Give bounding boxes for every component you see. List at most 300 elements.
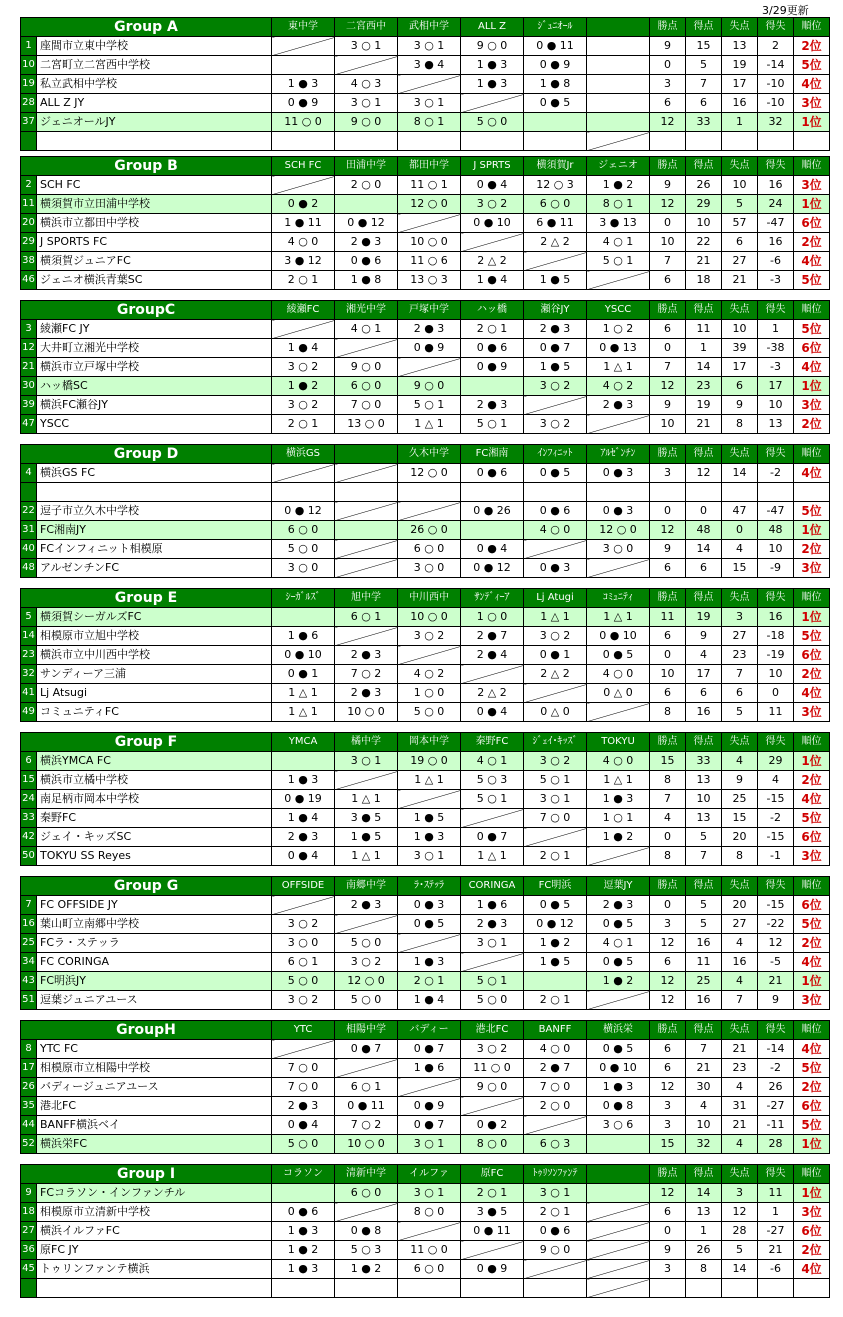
- team-stat: 39: [722, 339, 758, 358]
- team-rank: 6位: [794, 828, 830, 847]
- match-result: 3 ○ 2: [524, 415, 587, 434]
- opponent-column-header: 田浦中学: [335, 157, 398, 176]
- match-result: 5 ○ 1: [398, 396, 461, 415]
- match-result: 2 ● 7: [524, 1059, 587, 1078]
- match-result: 6 ○ 1: [272, 953, 335, 972]
- match-result: 0 ● 5: [398, 915, 461, 934]
- team-row: [21, 75, 830, 94]
- team-stat: 5: [722, 1241, 758, 1260]
- team-stat: 14: [686, 358, 722, 377]
- team-stat: 47: [722, 502, 758, 521]
- team-stat: 4: [722, 934, 758, 953]
- match-result: [587, 37, 650, 56]
- team-stat: 17: [758, 377, 794, 396]
- match-result: [272, 132, 335, 151]
- team-name: 二宮町立二宮西中学校: [37, 56, 272, 75]
- team-stat: 16: [722, 953, 758, 972]
- match-result: 13 ○ 0: [335, 415, 398, 434]
- match-result: [524, 113, 587, 132]
- group-table: [20, 588, 830, 722]
- team-row: [21, 252, 830, 271]
- opponent-column-header: ｼｰｶﾞﾙｽﾞ: [272, 589, 335, 608]
- team-stat: 3: [650, 75, 686, 94]
- team-name: 横浜GS FC: [37, 464, 272, 483]
- opponent-column-header: 橘中学: [335, 733, 398, 752]
- team-row: [21, 559, 830, 578]
- match-result: [587, 415, 650, 434]
- group-name: Group A: [21, 18, 272, 37]
- group-table: [20, 17, 830, 151]
- team-stat: 12: [650, 1184, 686, 1203]
- team-number: 2: [21, 176, 37, 195]
- opponent-column-header: 都田中学: [398, 157, 461, 176]
- team-stat: -15: [758, 896, 794, 915]
- team-name: 横浜市立中川西中学校: [37, 646, 272, 665]
- match-result: 2 ● 3: [398, 320, 461, 339]
- match-result: 6 ○ 0: [272, 521, 335, 540]
- match-result: 0 ● 1: [272, 665, 335, 684]
- team-name: 横浜イルファFC: [37, 1222, 272, 1241]
- match-result: 1 ● 2: [272, 1241, 335, 1260]
- match-result: 0 ● 4: [272, 847, 335, 866]
- group-name: Group F: [21, 733, 272, 752]
- team-stat: -27: [758, 1097, 794, 1116]
- match-result: [524, 252, 587, 271]
- match-result: 0 ● 6: [461, 339, 524, 358]
- team-rank: 4位: [794, 953, 830, 972]
- team-stat: 6: [650, 627, 686, 646]
- match-result: 3 ○ 2: [524, 627, 587, 646]
- team-number: 10: [21, 56, 37, 75]
- team-stat: 10: [650, 233, 686, 252]
- match-result: 5 ○ 0: [335, 934, 398, 953]
- match-result: 0 ● 10: [461, 214, 524, 233]
- team-stat: -9: [758, 559, 794, 578]
- team-stat: 11: [686, 320, 722, 339]
- team-stat: 7: [650, 358, 686, 377]
- team-stat: 8: [650, 847, 686, 866]
- team-rank: 5位: [794, 271, 830, 290]
- match-result: 9 ○ 0: [335, 358, 398, 377]
- opponent-column-header: ALL Z: [461, 18, 524, 37]
- team-number: 47: [21, 415, 37, 434]
- team-stat: 15: [650, 1135, 686, 1154]
- team-rank: 3位: [794, 703, 830, 722]
- match-result: 0 ● 5: [524, 896, 587, 915]
- match-result: 0 ● 7: [398, 1040, 461, 1059]
- match-result: 3 ○ 2: [272, 991, 335, 1010]
- match-result: [335, 1203, 398, 1222]
- team-name: 相模原市立相陽中学校: [37, 1059, 272, 1078]
- team-row: [21, 991, 830, 1010]
- team-stat: 17: [686, 665, 722, 684]
- opponent-column-header: バディー: [398, 1021, 461, 1040]
- opponent-column-header: 瀬谷JY: [524, 301, 587, 320]
- match-result: [587, 1241, 650, 1260]
- team-stat: 27: [722, 627, 758, 646]
- team-row: [21, 396, 830, 415]
- team-name: 大井町立湘光中学校: [37, 339, 272, 358]
- match-result: 3 ○ 1: [398, 1135, 461, 1154]
- match-result: 1 △ 1: [524, 608, 587, 627]
- team-stat: 6: [650, 953, 686, 972]
- match-result: [587, 132, 650, 151]
- match-result: [398, 1279, 461, 1298]
- team-row: [21, 195, 830, 214]
- team-stat: 8: [722, 847, 758, 866]
- team-stat: 33: [686, 752, 722, 771]
- match-result: 1 ○ 1: [587, 809, 650, 828]
- team-stat: 4: [650, 809, 686, 828]
- team-row: [21, 896, 830, 915]
- team-stat: 16: [686, 934, 722, 953]
- team-rank: 1位: [794, 972, 830, 991]
- match-result: 3 ○ 1: [398, 94, 461, 113]
- team-stat: [758, 483, 794, 502]
- match-result: [335, 132, 398, 151]
- team-rank: 4位: [794, 1040, 830, 1059]
- match-result: [398, 646, 461, 665]
- stat-column-header: 順位: [794, 1021, 830, 1040]
- team-rank: 2位: [794, 665, 830, 684]
- opponent-column-header: コラソン: [272, 1165, 335, 1184]
- team-number: 28: [21, 94, 37, 113]
- team-stat: 12: [686, 464, 722, 483]
- team-stat: -19: [758, 646, 794, 665]
- team-stat: 11: [650, 608, 686, 627]
- match-result: [272, 56, 335, 75]
- team-stat: 4: [686, 1097, 722, 1116]
- team-name: FC明浜JY: [37, 972, 272, 991]
- match-result: [587, 1222, 650, 1241]
- match-result: 2 ○ 1: [272, 415, 335, 434]
- team-rank: 3位: [794, 176, 830, 195]
- match-result: 5 ○ 3: [461, 771, 524, 790]
- match-result: 5 ○ 1: [461, 972, 524, 991]
- team-rank: [794, 132, 830, 151]
- team-stat: 5: [686, 828, 722, 847]
- team-name: Lj Atsugi: [37, 684, 272, 703]
- match-result: [398, 483, 461, 502]
- team-row: [21, 94, 830, 113]
- team-row: [21, 1040, 830, 1059]
- match-result: 0 ● 5: [587, 915, 650, 934]
- team-rank: 2位: [794, 1078, 830, 1097]
- stat-column-header: 得点: [686, 877, 722, 896]
- team-stat: 1: [758, 320, 794, 339]
- match-result: 10 ○ 0: [398, 608, 461, 627]
- team-stat: -1: [758, 847, 794, 866]
- match-result: 1 ● 3: [272, 1222, 335, 1241]
- match-result: [398, 75, 461, 94]
- team-row: [21, 828, 830, 847]
- team-rank: 2位: [794, 934, 830, 953]
- opponent-column-header: 逗葉JY: [587, 877, 650, 896]
- team-number: 41: [21, 684, 37, 703]
- match-result: 0 ● 12: [272, 502, 335, 521]
- team-number: 16: [21, 915, 37, 934]
- match-result: [587, 56, 650, 75]
- team-stat: 1: [686, 1222, 722, 1241]
- group-name: Group D: [21, 445, 272, 464]
- match-result: [272, 1279, 335, 1298]
- match-result: 26 ○ 0: [398, 521, 461, 540]
- team-number: 50: [21, 847, 37, 866]
- team-name: ジェニオ横浜青葉SC: [37, 271, 272, 290]
- team-stat: 15: [686, 37, 722, 56]
- team-stat: 27: [722, 252, 758, 271]
- team-stat: 13: [686, 771, 722, 790]
- team-stat: 7: [686, 1040, 722, 1059]
- team-rank: 1位: [794, 195, 830, 214]
- match-result: 0 ● 9: [398, 339, 461, 358]
- match-result: 4 ○ 2: [398, 665, 461, 684]
- team-name: 逗子市立久木中学校: [37, 502, 272, 521]
- match-result: [461, 1279, 524, 1298]
- opponent-column-header: CORINGA: [461, 877, 524, 896]
- opponent-column-header: TOKYU: [587, 733, 650, 752]
- team-number: [21, 483, 37, 502]
- match-result: 2 △ 2: [524, 665, 587, 684]
- match-result: 0 ● 9: [524, 56, 587, 75]
- opponent-column-header: 横須賀Jr: [524, 157, 587, 176]
- stat-column-header: 得点: [686, 157, 722, 176]
- team-stat: 33: [686, 113, 722, 132]
- team-stat: 9: [758, 991, 794, 1010]
- match-result: 3 ● 4: [398, 56, 461, 75]
- team-stat: 12: [650, 113, 686, 132]
- team-row: [21, 1135, 830, 1154]
- team-stat: -47: [758, 502, 794, 521]
- group-table: [20, 300, 830, 434]
- match-result: [335, 559, 398, 578]
- match-result: 12 ○ 0: [335, 972, 398, 991]
- team-name: 原FC JY: [37, 1241, 272, 1260]
- match-result: 3 ○ 1: [335, 94, 398, 113]
- team-stat: 13: [686, 809, 722, 828]
- group-name: GroupH: [21, 1021, 272, 1040]
- team-stat: 12: [650, 934, 686, 953]
- team-number: [21, 1279, 37, 1298]
- match-result: 0 ● 2: [272, 195, 335, 214]
- match-result: 1 ● 3: [398, 953, 461, 972]
- opponent-column-header: ｼﾞｭﾆｵｰﾙ: [524, 18, 587, 37]
- match-result: [587, 847, 650, 866]
- team-name: 葉山町立南郷中学校: [37, 915, 272, 934]
- team-number: 11: [21, 195, 37, 214]
- match-result: 2 △ 2: [524, 233, 587, 252]
- match-result: 2 ○ 1: [524, 991, 587, 1010]
- match-result: 1 ● 5: [524, 953, 587, 972]
- team-stat: 10: [650, 665, 686, 684]
- team-stat: 31: [722, 1097, 758, 1116]
- team-row: [21, 502, 830, 521]
- team-stat: 6: [650, 94, 686, 113]
- match-result: [272, 752, 335, 771]
- match-result: 0 ● 10: [587, 1059, 650, 1078]
- team-number: 21: [21, 358, 37, 377]
- match-result: 0 ● 11: [524, 37, 587, 56]
- match-result: 0 ● 10: [587, 627, 650, 646]
- team-rank: 5位: [794, 1116, 830, 1135]
- team-stat: 25: [686, 972, 722, 991]
- group-header-row: [21, 589, 830, 608]
- team-name: [37, 483, 272, 502]
- team-stat: 26: [758, 1078, 794, 1097]
- team-stat: 48: [758, 521, 794, 540]
- team-number: 23: [21, 646, 37, 665]
- match-result: [524, 396, 587, 415]
- team-rank: 3位: [794, 94, 830, 113]
- team-stat: 3: [722, 1184, 758, 1203]
- match-result: 3 ○ 1: [398, 847, 461, 866]
- match-result: 5 ○ 0: [335, 991, 398, 1010]
- team-name: 相模原市立旭中学校: [37, 627, 272, 646]
- match-result: [272, 464, 335, 483]
- match-result: 0 ● 6: [524, 1222, 587, 1241]
- team-number: 29: [21, 233, 37, 252]
- team-stat: 6: [650, 271, 686, 290]
- stat-column-header: 勝点: [650, 445, 686, 464]
- team-stat: 22: [686, 233, 722, 252]
- opponent-column-header: Lj Atugi: [524, 589, 587, 608]
- match-result: 3 ○ 2: [461, 195, 524, 214]
- team-number: 1: [21, 37, 37, 56]
- team-stat: -27: [758, 1222, 794, 1241]
- team-row: [21, 358, 830, 377]
- team-row: [21, 483, 830, 502]
- team-name: 横浜市立都田中学校: [37, 214, 272, 233]
- opponent-column-header: 旭中学: [335, 589, 398, 608]
- group-header-row: [21, 1021, 830, 1040]
- stat-column-header: 得点: [686, 733, 722, 752]
- team-row: [21, 809, 830, 828]
- stat-column-header: 順位: [794, 18, 830, 37]
- match-result: [587, 94, 650, 113]
- team-number: 33: [21, 809, 37, 828]
- team-stat: -15: [758, 790, 794, 809]
- match-result: [587, 483, 650, 502]
- team-row: [21, 1222, 830, 1241]
- team-row: [21, 1203, 830, 1222]
- match-result: 3 ○ 1: [398, 37, 461, 56]
- team-stat: 7: [650, 790, 686, 809]
- opponent-column-header: [587, 1165, 650, 1184]
- opponent-column-header: 秦野FC: [461, 733, 524, 752]
- opponent-column-header: J SPRTS: [461, 157, 524, 176]
- match-result: 0 ● 11: [335, 1097, 398, 1116]
- match-result: [524, 540, 587, 559]
- match-result: 6 ● 11: [524, 214, 587, 233]
- team-stat: 1: [722, 113, 758, 132]
- team-stat: 32: [758, 113, 794, 132]
- group-table: [20, 444, 830, 578]
- team-stat: 48: [686, 521, 722, 540]
- match-result: 2 ● 3: [587, 396, 650, 415]
- team-stat: 3: [650, 1260, 686, 1279]
- match-result: 12 ○ 0: [398, 195, 461, 214]
- team-stat: -2: [758, 464, 794, 483]
- team-stat: 3: [650, 915, 686, 934]
- team-stat: 14: [722, 1260, 758, 1279]
- team-stat: [758, 132, 794, 151]
- stat-column-header: 得点: [686, 1021, 722, 1040]
- match-result: 0 ● 19: [272, 790, 335, 809]
- stat-column-header: 得点: [686, 1165, 722, 1184]
- opponent-column-header: ｼﾞｪｲ･ｷｯｽﾞ: [524, 733, 587, 752]
- team-name: ジェニオールJY: [37, 113, 272, 132]
- match-result: [587, 1279, 650, 1298]
- team-rank: 3位: [794, 1203, 830, 1222]
- match-result: [272, 608, 335, 627]
- match-result: 2 ● 7: [461, 627, 524, 646]
- match-result: 1 ● 4: [461, 271, 524, 290]
- match-result: 0 ● 6: [272, 1203, 335, 1222]
- team-stat: 1: [686, 339, 722, 358]
- team-row: [21, 233, 830, 252]
- match-result: [335, 502, 398, 521]
- team-rank: 4位: [794, 684, 830, 703]
- match-result: 1 ● 3: [272, 75, 335, 94]
- match-result: 5 ○ 0: [398, 703, 461, 722]
- match-result: [524, 684, 587, 703]
- match-result: 0 ● 26: [461, 502, 524, 521]
- team-stat: -3: [758, 358, 794, 377]
- match-result: [272, 896, 335, 915]
- match-result: [335, 771, 398, 790]
- team-stat: 5: [686, 915, 722, 934]
- team-stat: 9: [650, 1241, 686, 1260]
- match-result: 19 ○ 0: [398, 752, 461, 771]
- match-result: 6 ○ 0: [524, 195, 587, 214]
- team-name: FC湘南JY: [37, 521, 272, 540]
- team-stat: [686, 483, 722, 502]
- match-result: 1 ● 5: [335, 828, 398, 847]
- team-stat: 0: [650, 339, 686, 358]
- team-stat: 32: [686, 1135, 722, 1154]
- match-result: 3 ○ 0: [398, 559, 461, 578]
- opponent-column-header: ｺﾐｭﾆﾃｨ: [587, 589, 650, 608]
- team-stat: 18: [686, 271, 722, 290]
- team-stat: 12: [650, 377, 686, 396]
- team-stat: 6: [722, 377, 758, 396]
- match-result: [587, 1260, 650, 1279]
- opponent-column-header: YSCC: [587, 301, 650, 320]
- match-result: 0 △ 0: [524, 703, 587, 722]
- team-stat: 28: [722, 1222, 758, 1241]
- match-result: 0 ● 7: [398, 1116, 461, 1135]
- match-result: [524, 132, 587, 151]
- match-result: [524, 972, 587, 991]
- team-stat: 15: [722, 809, 758, 828]
- match-result: 1 ● 2: [335, 1260, 398, 1279]
- team-stat: 16: [758, 233, 794, 252]
- opponent-column-header: ｱﾙｾﾞﾝﾁﾝ: [587, 445, 650, 464]
- match-result: 13 ○ 3: [398, 271, 461, 290]
- match-result: 3 ○ 2: [524, 377, 587, 396]
- team-stat: 13: [722, 37, 758, 56]
- match-result: 3 ○ 2: [272, 358, 335, 377]
- match-result: 9 ○ 0: [398, 377, 461, 396]
- group-name: Group B: [21, 157, 272, 176]
- match-result: 5 ○ 1: [461, 415, 524, 434]
- opponent-column-header: 戸塚中学: [398, 301, 461, 320]
- match-result: 8 ○ 0: [461, 1135, 524, 1154]
- team-stat: 7: [650, 252, 686, 271]
- team-row: [21, 847, 830, 866]
- team-stat: 11: [686, 953, 722, 972]
- team-rank: 6位: [794, 214, 830, 233]
